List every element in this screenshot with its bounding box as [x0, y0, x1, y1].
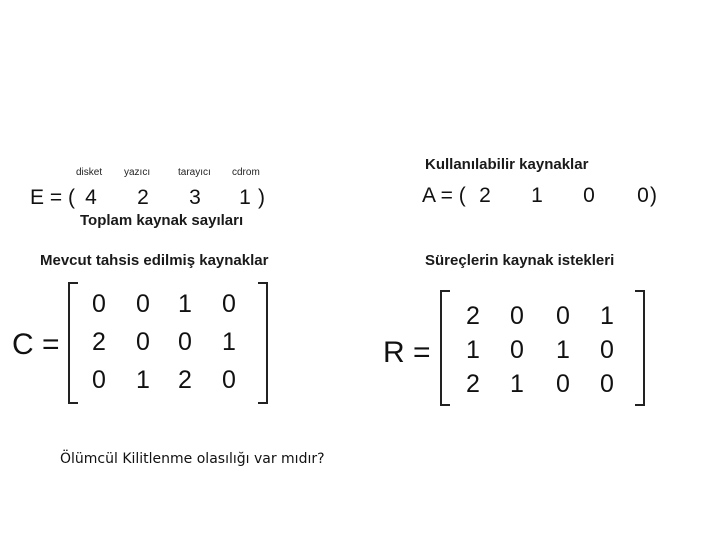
vector-a-value: 0: [583, 184, 595, 207]
matrix-r-cell: 1: [510, 370, 524, 398]
matrix-r-right-bracket: [635, 290, 645, 406]
matrix-r-cell: 1: [556, 336, 570, 364]
matrix-c-cell: 2: [178, 366, 192, 394]
matrix-r-cell: 0: [510, 336, 524, 364]
matrix-c-cell: 1: [136, 366, 150, 394]
vector-a-value: 2: [479, 184, 491, 207]
matrix-r-cell: 0: [600, 336, 614, 364]
matrix-r-cell: 1: [600, 302, 614, 330]
resource-label: disket: [76, 167, 103, 178]
matrix-c-cell: 0: [222, 290, 236, 318]
vector-e-value: 2: [137, 186, 149, 209]
vector-e-value: 4: [85, 186, 97, 209]
matrix-c-cell: 0: [136, 328, 150, 356]
matrix-c-cell: 1: [178, 290, 192, 318]
matrix-c-cell: 1: [222, 328, 236, 356]
question-text: Ölümcül Kilitlenme olasılığı var mıdır?: [60, 451, 325, 467]
matrix-c-title: Mevcut tahsis edilmiş kaynaklar: [40, 252, 269, 269]
resource-label: cdrom: [232, 167, 260, 178]
vector-a-value: 0: [637, 184, 649, 207]
matrix-r-cell: 0: [556, 302, 570, 330]
resource-label: tarayıcı: [178, 167, 211, 178]
vector-a-title: Kullanılabilir kaynaklar: [425, 156, 589, 173]
matrix-c-left-bracket: [68, 282, 78, 404]
matrix-c-cell: 0: [92, 366, 106, 394]
resource-label: yazıcı: [124, 167, 151, 178]
matrix-c-cell: 0: [136, 290, 150, 318]
vector-a-value: 1: [531, 184, 543, 207]
vector-e-prefix: E = (: [30, 186, 75, 209]
matrix-r-cell: 2: [466, 302, 480, 330]
matrix-c-cell: 0: [222, 366, 236, 394]
matrix-c-right-bracket: [258, 282, 268, 404]
vector-a-suffix: ): [650, 184, 657, 207]
matrix-r-name: R =: [383, 336, 431, 369]
matrix-r-left-bracket: [440, 290, 450, 406]
matrix-c-cell: 0: [178, 328, 192, 356]
matrix-r-cell: 0: [510, 302, 524, 330]
matrix-c-cell: 2: [92, 328, 106, 356]
matrix-r-cell: 2: [466, 370, 480, 398]
matrix-c-name: C =: [12, 328, 60, 361]
vector-e-value: 1: [239, 186, 251, 209]
matrix-r-title: Süreçlerin kaynak istekleri: [425, 252, 615, 269]
vector-a-prefix: A = (: [422, 184, 466, 207]
matrix-r-cell: 0: [600, 370, 614, 398]
vector-e-suffix: ): [258, 186, 265, 209]
matrix-r-cell: 1: [466, 336, 480, 364]
matrix-c-cell: 0: [92, 290, 106, 318]
vector-e-caption: Toplam kaynak sayıları: [80, 212, 244, 229]
vector-e-value: 3: [189, 186, 201, 209]
matrix-r-cell: 0: [556, 370, 570, 398]
